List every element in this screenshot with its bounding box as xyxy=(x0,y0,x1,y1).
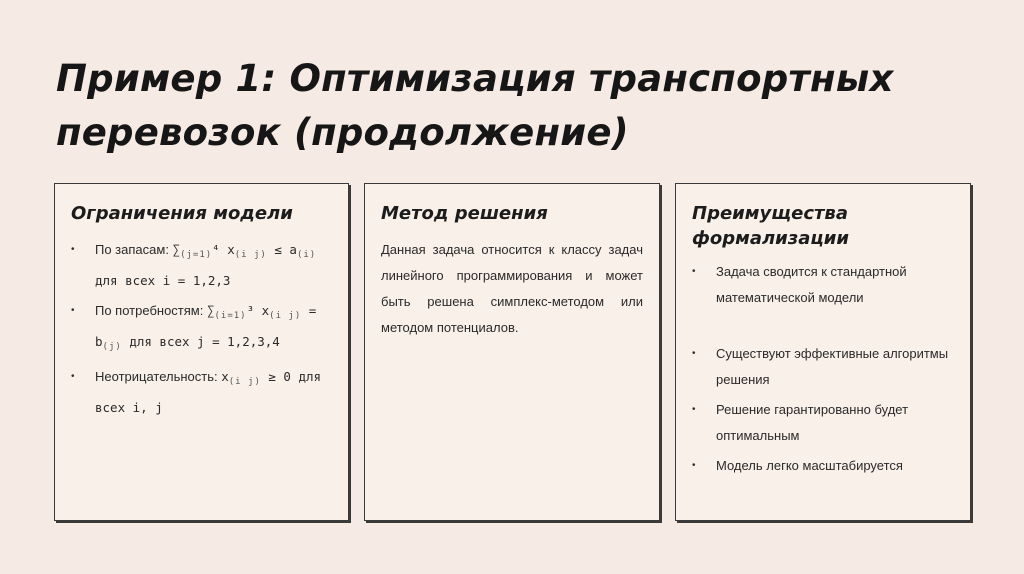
list-item xyxy=(71,364,334,421)
bullet-icon: • xyxy=(71,244,75,255)
bullet-icon: • xyxy=(71,305,75,316)
formula-part: = b xyxy=(95,303,317,349)
formula-part: ∑ xyxy=(172,242,181,257)
formula-part: ³ x xyxy=(246,303,270,318)
solution-method-card xyxy=(364,183,660,521)
card-heading: Метод решения xyxy=(381,203,548,224)
item-label: Модель легко масштабируется xyxy=(716,458,903,473)
card-heading: Ограничения модели xyxy=(71,203,293,224)
item-label: Неотрицательность: xyxy=(95,369,222,384)
formula-subscript: (i j) xyxy=(269,311,302,321)
constraints-card xyxy=(54,183,349,521)
item-label: По запасам: xyxy=(95,242,173,257)
list-item xyxy=(71,298,334,360)
item-label: Существуют эффективные алгоритмы решения xyxy=(716,346,949,387)
advantages-list xyxy=(676,259,970,479)
formula-part: ≥ 0 для всех i, j xyxy=(95,369,322,415)
constraints-list xyxy=(55,237,348,421)
formula-part: ⁴ x xyxy=(212,242,235,257)
formula-part: ∑ xyxy=(206,303,215,318)
formula-part: для всех i = 1,2,3 xyxy=(95,273,231,288)
advantages-card xyxy=(675,183,971,521)
list-item xyxy=(692,341,956,393)
list-item xyxy=(692,453,956,479)
formula-subscript: (i=1) xyxy=(214,311,247,321)
list-item xyxy=(692,397,956,449)
bullet-icon: • xyxy=(692,460,696,471)
item-label: Задача сводится к стандартной математической модели xyxy=(716,264,907,305)
card-body-text: Данная задача относится к классу задач линейного программирования и может быть решена симплекс-методом или методом потенциалов. xyxy=(381,242,643,335)
formula-subscript: (i j) xyxy=(234,250,267,260)
formula-subscript: (j) xyxy=(102,342,122,352)
bullet-icon: • xyxy=(71,371,75,382)
item-label: По потребностям: xyxy=(95,303,207,318)
card-heading: Преимущества формализации xyxy=(692,203,849,249)
bullet-icon: • xyxy=(692,348,696,359)
list-item xyxy=(71,237,334,294)
formula-subscript: (i) xyxy=(296,250,317,260)
list-item xyxy=(692,259,956,311)
formula-part: ≤ a xyxy=(266,242,297,257)
item-label: Решение гарантированно будет оптимальным xyxy=(716,402,909,443)
slide-title: Пример 1: Оптимизация транспортных перевозок (продолжение) xyxy=(56,57,894,154)
formula-subscript: (j=1) xyxy=(180,250,213,260)
bullet-icon: • xyxy=(692,266,696,277)
formula-subscript: (i j) xyxy=(228,377,261,387)
bullet-icon: • xyxy=(692,404,696,415)
formula-part: для всех j = 1,2,3,4 xyxy=(121,334,280,349)
formula-part: x xyxy=(221,369,229,384)
